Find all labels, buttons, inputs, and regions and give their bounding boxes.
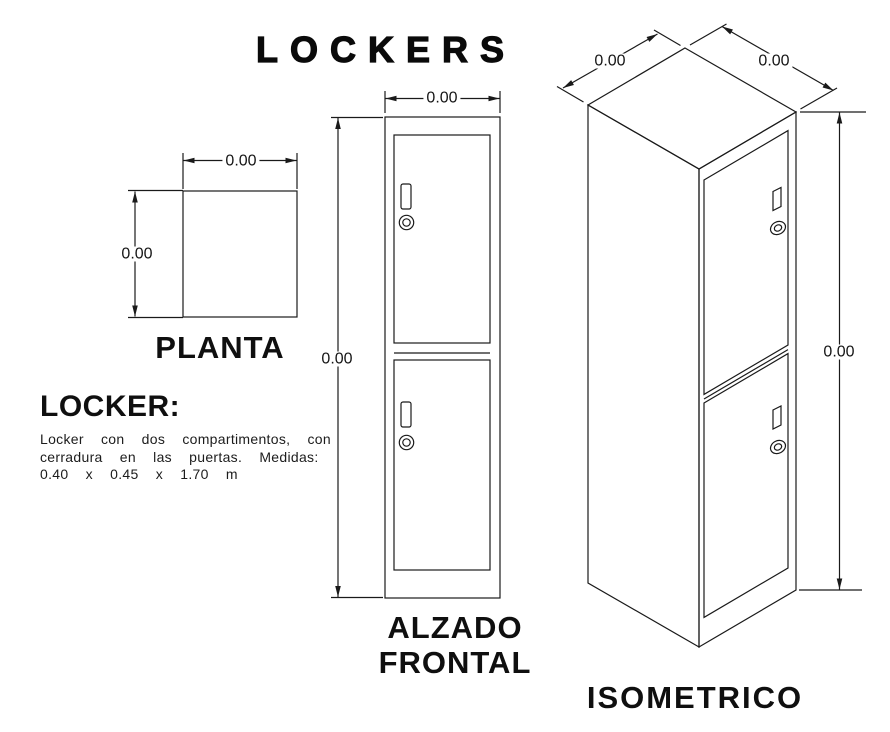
iso-upper-door-lock	[768, 219, 788, 237]
iso-lower-door-lock	[768, 438, 788, 456]
extension-line	[557, 87, 584, 103]
upper-door-lock	[399, 215, 413, 229]
iso-lower-door-lock-core	[773, 443, 783, 452]
isometrico-view	[557, 24, 866, 647]
alzado-frontal-view	[331, 91, 500, 598]
iso-upper-door-lock-core	[773, 224, 783, 233]
alzado-height-value: 0.00	[318, 352, 355, 367]
notes-body	[40, 431, 331, 484]
alzado-label	[379, 610, 532, 680]
alzado-width-value: 0.00	[423, 91, 460, 106]
upper-door	[394, 135, 490, 343]
planta-view	[128, 153, 297, 318]
extension-line	[690, 24, 727, 45]
extension-line	[801, 88, 838, 109]
planta-height-value: 0.00	[118, 247, 155, 262]
planta-hatched-square	[183, 191, 297, 317]
planta-width-value: 0.00	[222, 154, 259, 169]
alzado-label-line2: FRONTAL	[378, 645, 532, 680]
upper-door-handle	[401, 184, 411, 209]
notes-line: 0.40 x 0.45 x 1.70 m	[40, 466, 238, 483]
alzado-label-line1: ALZADO	[387, 610, 523, 645]
upper-door-lock-core	[403, 219, 410, 226]
isometrico-label: ISOMETRICO	[586, 680, 804, 715]
iso-width-value: 0.00	[755, 54, 792, 69]
iso-height-value: 0.00	[820, 345, 857, 360]
planta-label: PLANTA	[155, 330, 285, 365]
iso-compartment-divider	[704, 350, 788, 399]
iso-lower-door-handle	[773, 406, 781, 429]
iso-left-face	[588, 105, 699, 647]
extension-line	[654, 30, 681, 46]
lower-door-lock-core	[403, 439, 410, 446]
iso-upper-door	[704, 131, 788, 395]
notes-heading: LOCKER:	[40, 390, 181, 423]
lower-door	[394, 360, 490, 570]
notes-line: cerradura en las puertas. Medidas:	[40, 448, 319, 465]
iso-depth-value: 0.00	[591, 54, 628, 69]
locker-cabinet-outline	[385, 117, 500, 598]
iso-lower-door	[704, 354, 788, 618]
sheet-title: LOCKERS	[255, 29, 517, 70]
iso-upper-door-handle	[773, 188, 781, 211]
lower-door-handle	[401, 402, 411, 427]
notes-line: Locker con dos compartimentos, con	[40, 431, 331, 447]
lower-door-lock	[399, 435, 413, 449]
